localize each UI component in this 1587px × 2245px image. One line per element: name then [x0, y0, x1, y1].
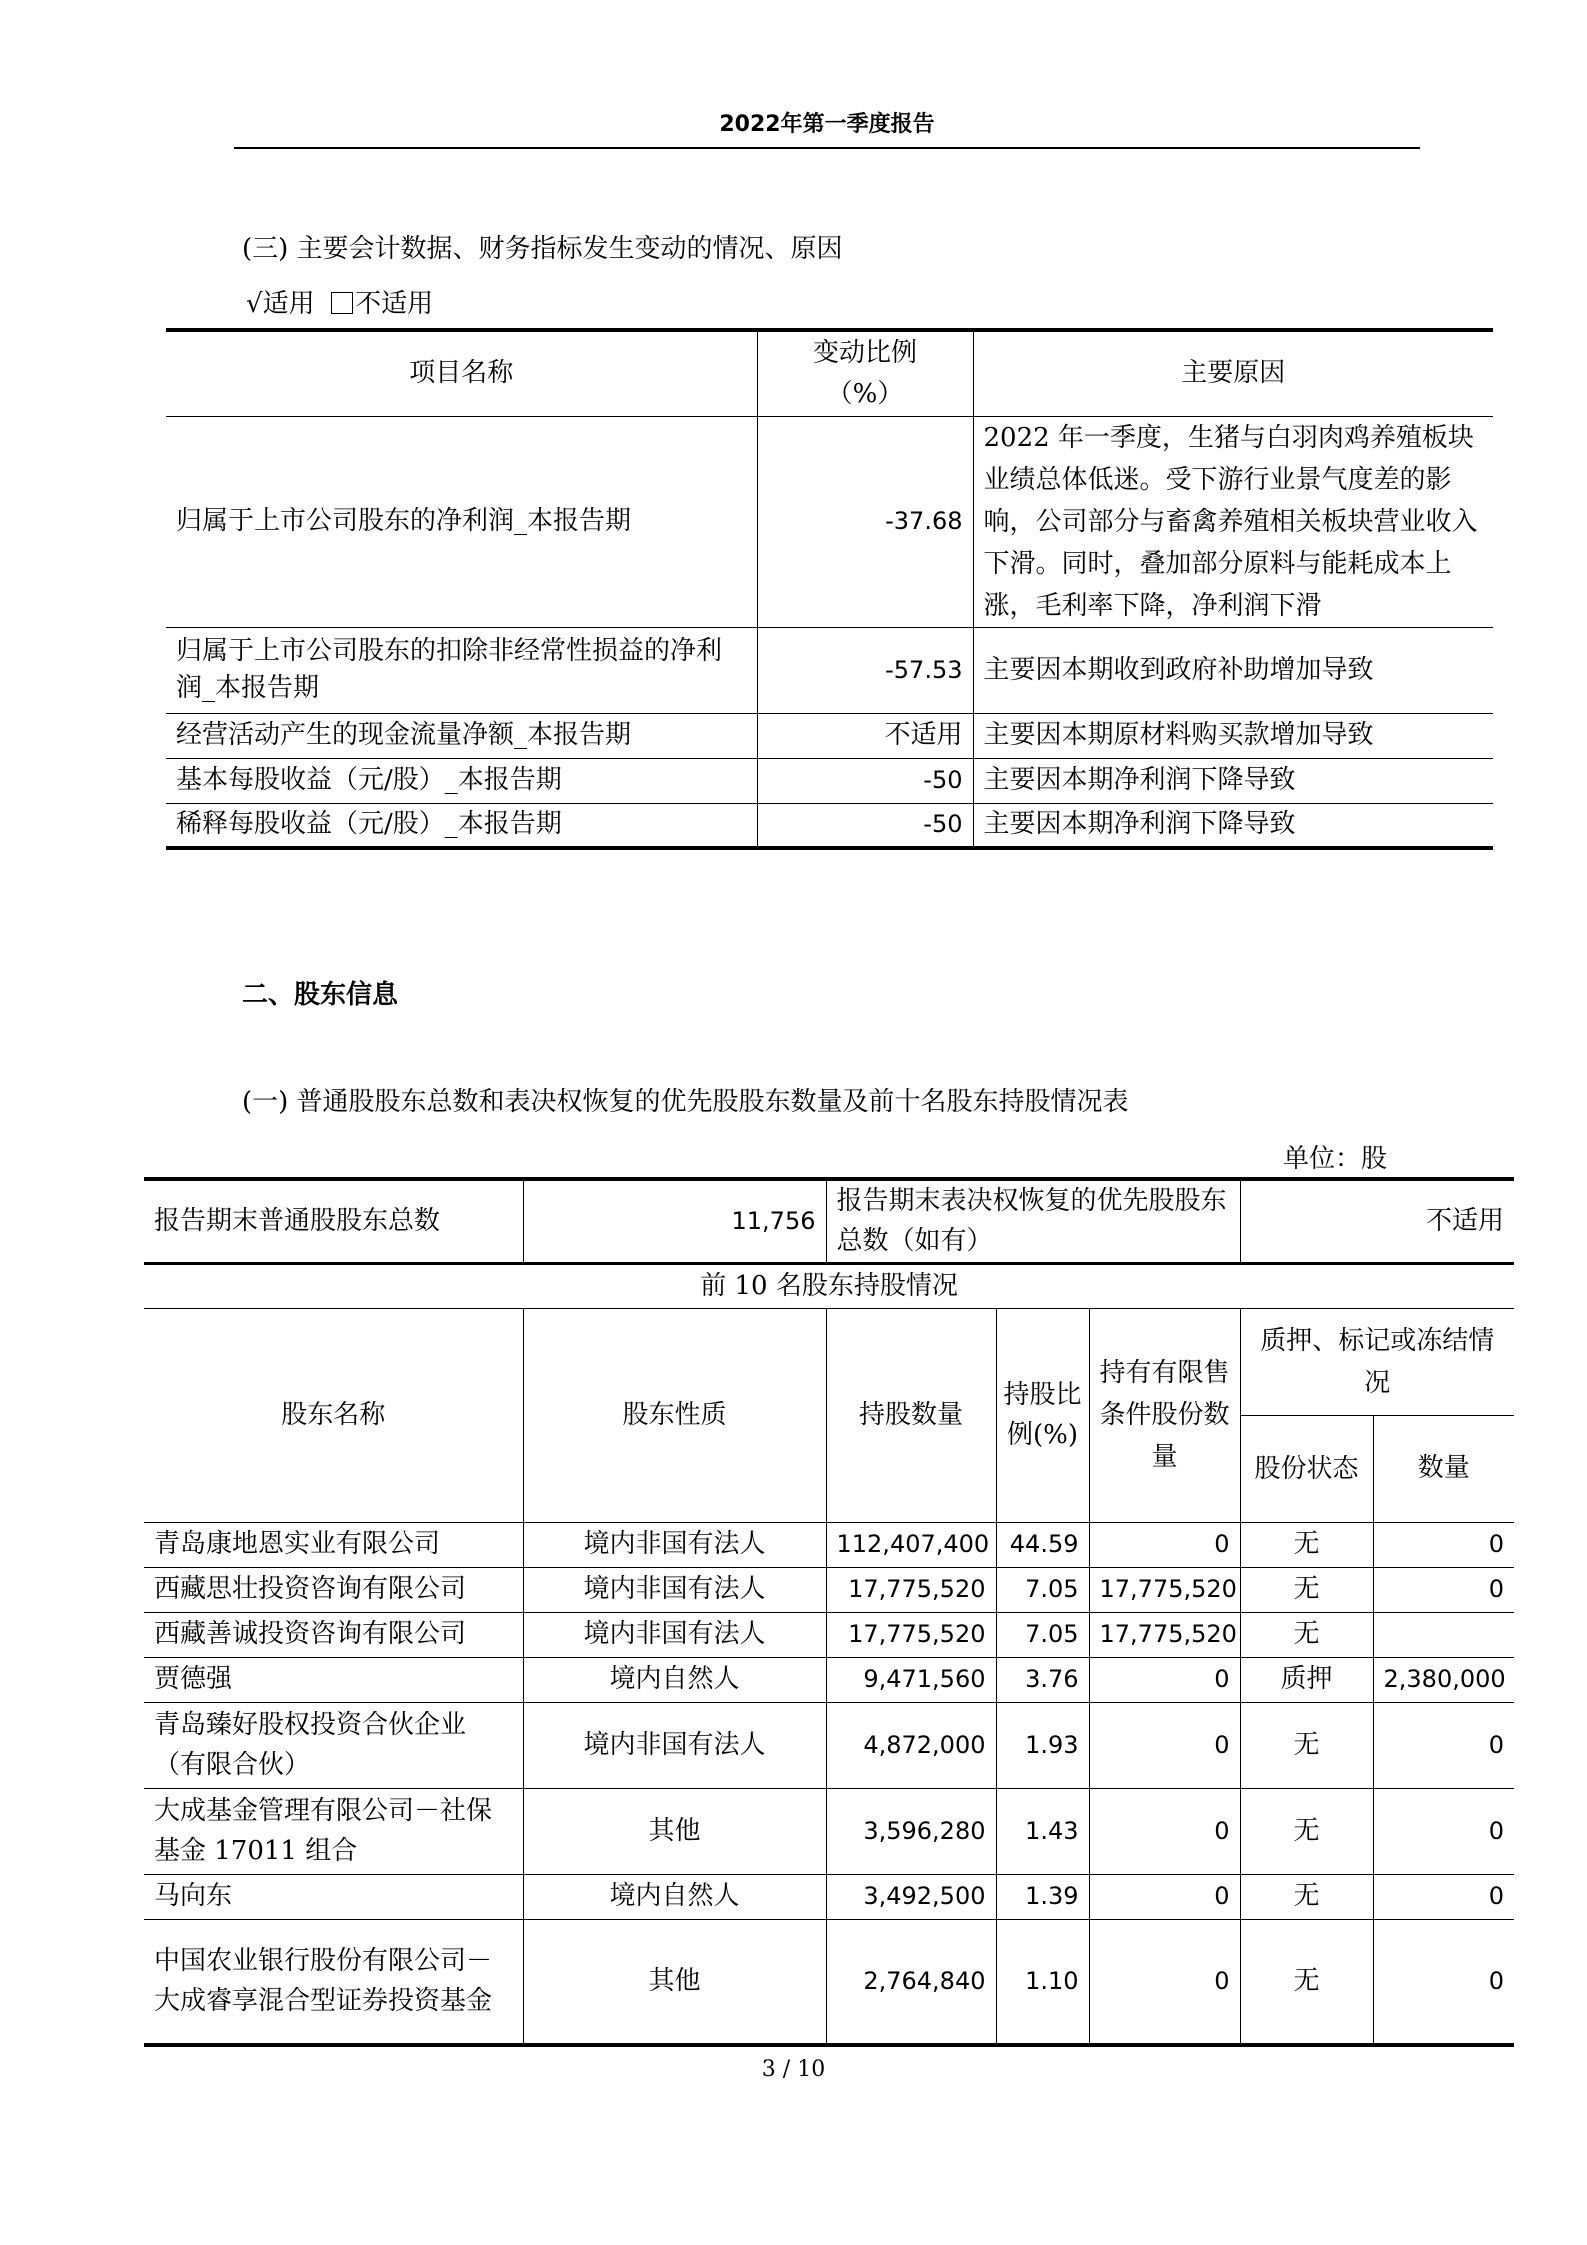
- holding-ratio: 1.10: [996, 1919, 1089, 2045]
- shareholder-nature: 境内自然人: [523, 1657, 826, 1702]
- share-status: 无: [1240, 1612, 1373, 1657]
- header-change-ratio: [757, 330, 973, 416]
- header-item-name: 项目名称: [166, 330, 757, 416]
- empty-checkbox-icon: [331, 292, 353, 314]
- share-status: 无: [1240, 1567, 1373, 1612]
- row-reason: 主要因本期收到政府补助增加导致: [973, 627, 1493, 713]
- restricted-shares: 0: [1089, 1874, 1240, 1919]
- top10-title: 前 10 名股东持股情况: [144, 1263, 1514, 1308]
- shareholder-nature: 境内自然人: [523, 1874, 826, 1919]
- table-row: [166, 416, 1493, 627]
- holding-ratio: 1.43: [996, 1788, 1089, 1874]
- shares-held: 4,872,000: [826, 1702, 996, 1788]
- shareholder-nature: 境内非国有法人: [523, 1567, 826, 1612]
- shareholder-name: 西藏思壮投资咨询有限公司: [144, 1567, 523, 1612]
- table-row: [144, 1874, 1514, 1919]
- share-status: 无: [1240, 1874, 1373, 1919]
- pledge-quantity: 0: [1373, 1788, 1514, 1874]
- row-reason: 主要因本期原材料购买款增加导致: [973, 713, 1493, 758]
- header-rule: [234, 147, 1420, 149]
- section-heading-shareholders: 二、股东信息: [242, 980, 399, 1010]
- shares-held: 3,596,280: [826, 1788, 996, 1874]
- header-shareholder-name: 股东名称: [144, 1308, 523, 1522]
- preferred-shareholders-label: 报告期末表决权恢复的优先股股东总数（如有）: [826, 1179, 1240, 1263]
- page-number: 3 / 10: [761, 2057, 826, 2082]
- restricted-shares: 0: [1089, 1702, 1240, 1788]
- restricted-shares: 17,775,520: [1089, 1567, 1240, 1612]
- shareholder-nature: 境内非国有法人: [523, 1702, 826, 1788]
- restricted-shares: 0: [1089, 1919, 1240, 2045]
- summary-row: [144, 1179, 1514, 1263]
- pledge-quantity: 0: [1373, 1702, 1514, 1788]
- share-status: 无: [1240, 1702, 1373, 1788]
- header-pledge-group: 质押、标记或冻结情况: [1240, 1308, 1514, 1415]
- check-mark-icon: √: [246, 289, 263, 319]
- header-ratio-line1: 变动比例: [812, 337, 917, 368]
- row-ratio: -50: [757, 803, 973, 848]
- top10-title-row: [144, 1263, 1514, 1308]
- header-main-reason: 主要原因: [973, 330, 1493, 416]
- header-share-status: 股份状态: [1240, 1415, 1373, 1522]
- holding-ratio: 1.93: [996, 1702, 1089, 1788]
- row-reason: 主要因本期净利润下降导致: [973, 758, 1493, 803]
- row-item-name: 稀释每股收益（元/股）_本报告期: [166, 803, 757, 848]
- pledge-quantity: [1373, 1612, 1514, 1657]
- restricted-shares: 0: [1089, 1788, 1240, 1874]
- shares-held: 17,775,520: [826, 1612, 996, 1657]
- row-ratio: -37.68: [757, 416, 973, 627]
- restricted-shares: 0: [1089, 1657, 1240, 1702]
- pledge-quantity: 0: [1373, 1522, 1514, 1567]
- restricted-shares: 17,775,520: [1089, 1612, 1240, 1657]
- table-row: [144, 1919, 1514, 2045]
- row-item-name: 归属于上市公司股东的扣除非经常性损益的净利润_本报告期: [166, 627, 757, 713]
- share-status: 质押: [1240, 1657, 1373, 1702]
- shareholder-nature: 境内非国有法人: [523, 1522, 826, 1567]
- shareholder-name: 中国农业银行股份有限公司－大成睿享混合型证券投资基金: [144, 1919, 523, 2045]
- share-status: 无: [1240, 1919, 1373, 2045]
- shareholder-nature: 其他: [523, 1919, 826, 2045]
- total-shareholders-value: 11,756: [523, 1179, 826, 1263]
- header-holding-ratio: 持股比例(%): [996, 1308, 1089, 1522]
- shareholders-table: [144, 1177, 1514, 2047]
- financial-changes-table: [166, 328, 1493, 850]
- shareholder-name: 西藏善诚投资咨询有限公司: [144, 1612, 523, 1657]
- shares-held: 2,764,840: [826, 1919, 996, 2045]
- row-ratio: -50: [757, 758, 973, 803]
- holding-ratio: 7.05: [996, 1612, 1089, 1657]
- shareholder-name: 贾德强: [144, 1657, 523, 1702]
- header-ratio-line2: （%）: [826, 378, 904, 409]
- table-row: [166, 803, 1493, 848]
- row-reason: 主要因本期净利润下降导致: [973, 803, 1493, 848]
- page-header-title: 2022年第一季度报告: [719, 112, 935, 137]
- shareholder-name: 青岛康地恩实业有限公司: [144, 1522, 523, 1567]
- holding-ratio: 7.05: [996, 1567, 1089, 1612]
- row-item-name: 基本每股收益（元/股）_本报告期: [166, 758, 757, 803]
- row-ratio: -57.53: [757, 627, 973, 713]
- shares-held: 9,471,560: [826, 1657, 996, 1702]
- table-row: [166, 713, 1493, 758]
- shares-held: 17,775,520: [826, 1567, 996, 1612]
- section-subheading-shareholders: (一) 普通股股东总数和表决权恢复的优先股股东数量及前十名股东持股情况表: [242, 1087, 1129, 1117]
- shareholder-name: 青岛臻好股权投资合伙企业（有限合伙）: [144, 1702, 523, 1788]
- header-restricted-shares: 持有有限售条件股份数量: [1089, 1308, 1240, 1522]
- table-row: [144, 1612, 1514, 1657]
- unit-label: 单位：股: [1283, 1144, 1388, 1174]
- table-row: [144, 1657, 1514, 1702]
- row-reason: 2022 年一季度，生猪与白羽肉鸡养殖板块业绩总体低迷。受下游行业景气度差的影响，公司部分与畜禽养殖相关板块营业收入下滑。同时，叠加部分原料与能耗成本上涨，毛利率下降，净利润下滑: [973, 416, 1493, 627]
- pledge-quantity: 0: [1373, 1919, 1514, 2045]
- holding-ratio: 3.76: [996, 1657, 1089, 1702]
- preferred-shareholders-value: 不适用: [1240, 1179, 1514, 1263]
- share-status: 无: [1240, 1522, 1373, 1567]
- row-ratio: 不适用: [757, 713, 973, 758]
- pledge-quantity: 0: [1373, 1874, 1514, 1919]
- shares-held: 112,407,400: [826, 1522, 996, 1567]
- header-shareholder-nature: 股东性质: [523, 1308, 826, 1522]
- pledge-quantity: 0: [1373, 1567, 1514, 1612]
- pledge-quantity: 2,380,000: [1373, 1657, 1514, 1702]
- table-header-row: [166, 330, 1493, 416]
- shares-held: 3,492,500: [826, 1874, 996, 1919]
- not-applicable-label: 不适用: [355, 289, 434, 319]
- header-shares-held: 持股数量: [826, 1308, 996, 1522]
- total-shareholders-label: 报告期末普通股股东总数: [144, 1179, 523, 1263]
- applicability-line: [246, 287, 433, 321]
- table-row: [166, 627, 1493, 713]
- table-row: [166, 758, 1493, 803]
- header-pledge-quantity: 数量: [1373, 1415, 1514, 1522]
- table-row: [144, 1567, 1514, 1612]
- holding-ratio: 44.59: [996, 1522, 1089, 1567]
- row-item-name: 经营活动产生的现金流量净额_本报告期: [166, 713, 757, 758]
- row-item-name: 归属于上市公司股东的净利润_本报告期: [166, 416, 757, 627]
- restricted-shares: 0: [1089, 1522, 1240, 1567]
- shareholder-name: 大成基金管理有限公司－社保基金 17011 组合: [144, 1788, 523, 1874]
- holding-ratio: 1.39: [996, 1874, 1089, 1919]
- share-status: 无: [1240, 1788, 1373, 1874]
- shareholder-nature: 其他: [523, 1788, 826, 1874]
- shareholder-nature: 境内非国有法人: [523, 1612, 826, 1657]
- table-header-row: [144, 1308, 1514, 1415]
- table-row: [144, 1522, 1514, 1567]
- applicable-label: 适用: [262, 289, 315, 319]
- shareholder-name: 马向东: [144, 1874, 523, 1919]
- section-title-changes: (三) 主要会计数据、财务指标发生变动的情况、原因: [242, 234, 843, 264]
- table-row: [144, 1788, 1514, 1874]
- table-row: [144, 1702, 1514, 1788]
